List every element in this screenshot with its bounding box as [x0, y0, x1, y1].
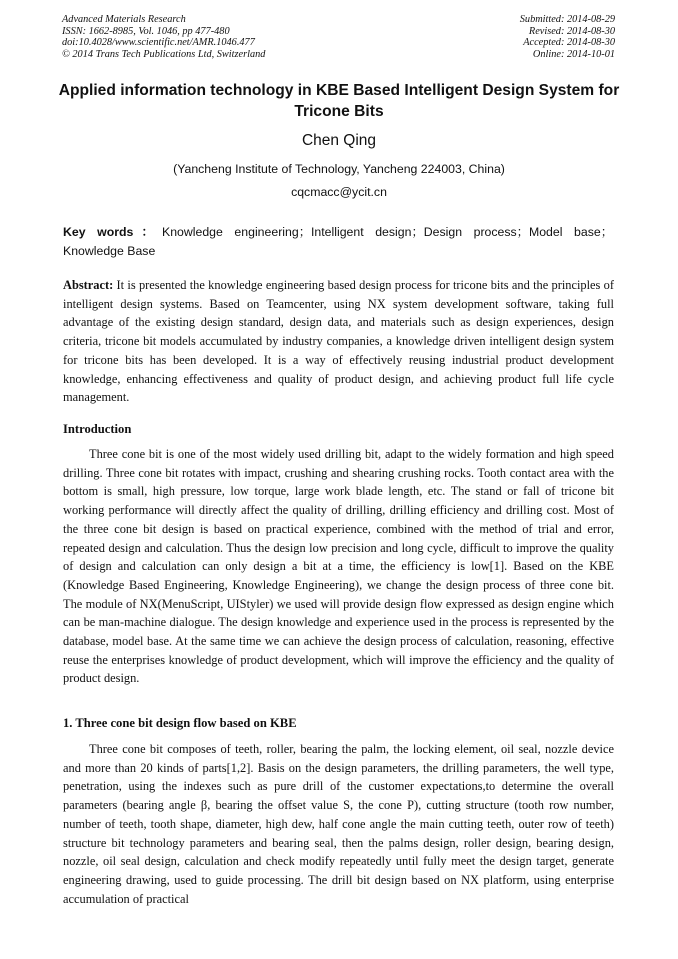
copyright-line: © 2014 Trans Tech Publications Ltd, Switzerland	[62, 48, 266, 60]
author-email: cqcmacc@ycit.cn	[291, 185, 387, 199]
keywords	[63, 223, 613, 260]
keywords-text: Knowledge engineering；Intelligent design；Design process；Model base；Knowledge Base	[63, 225, 614, 258]
accepted-date: Accepted: 2014-08-30	[523, 37, 615, 49]
online-date: Online: 2014-10-01	[532, 48, 615, 60]
journal-info	[62, 14, 265, 60]
abstract-label: Abstract:	[63, 278, 114, 292]
introduction-heading: Introduction	[63, 422, 132, 436]
journal-name: Advanced Materials Research	[62, 14, 186, 25]
paper-title: Applied information technology in KBE Based Intelligent Design System for Tricone Bits	[58, 82, 620, 120]
submitted-date: Submitted: 2014-08-29	[519, 14, 615, 25]
author-affiliation: (Yancheng Institute of Technology, Yancheng 224003, China)	[173, 162, 505, 176]
abstract-text: It is presented the knowledge engineering based design process for tricone bits and the principles of intelligent design systems. Based on Teamcenter, using NX system development software, taking full advantage of the existing design standard, design data, and materials such as design experiences, design criteria, tricone bit models accumulated by industry companies, a knowledge driven intelligent design system for tricone bits has been developed. It is a way of effectively reusing industrial product development knowledge, enhancing effectiveness and quality of product design, and achieving product full life cycle management.	[63, 278, 614, 405]
keywords-label: Key words：	[63, 225, 162, 239]
issn-line: ISSN: 1662-8985, Vol. 1046, pp 477-480	[62, 25, 230, 37]
revised-date: Revised: 2014-08-30	[528, 25, 615, 37]
introduction-paragraph: Three cone bit is one of the most widely used drilling bit, adapt to the widely formation and high speed drilling. Three cone bit rotates with impact, crushing and shearing crushing rocks. Tooth contact area with the bottom is small, high pressure, low torque, large work blade length, etc. The stand or fall of tricone bit working performance will directly affect the quality of drilling, drilling efficiency and drilling cost. Most of the three cone bit design is based on practical experience, combined with the method of trial and error, repeated design and calculation. Thus the design low precision and long cycle, difficult to improve the quality of design and calculation can only design a bit at a time, the efficiency is low[1]. Based on the KBE (Knowledge Based Engineering, Knowledge Engineering), we change the design process of three cone bit. The module of NX(MenuScript, UIStyler) we used will provide design flow expressed as design engine which can be man-machine dialogue. The design knowledge and experience used in the process is represented by the database, model base. At the same time we can achieve the design process of calculation, reasoning, effective reuse the enterprises knowledge of product development, which will improve the efficiency and the quality of product design.	[63, 447, 614, 686]
author-name: Chen Qing	[301, 132, 377, 149]
publication-dates	[520, 14, 615, 60]
doi-line: doi:10.4028/www.scientific.net/AMR.1046.477	[62, 37, 255, 49]
section-1-heading: 1. Three cone bit design flow based on KBE	[63, 716, 297, 730]
abstract	[63, 276, 614, 407]
section-1-paragraph: Three cone bit composes of teeth, roller, bearing the palm, the locking element, oil seal, nozzle device and more than 20 kinds of parts[1,2]. Basis on the design parameters, the drilling parameters, the well type, penetration, using the indexes such as pure drill of the customer expectations,to determine the overall parameters (bearing angle β, bearing the offset value S, the cone P), cutting structure (tooth row number, number of teeth, tooth shape, diameter, high dew, half cone angle the main cutting teeth, outer row of teeth) structure bit technology parameters and bearing seal, then the palms design, roller design, bearing design, nozzle, oil seal design, calculation and check modify repeatedly until fully meet the design target, generate engineering drawing, used to guide processing. The drill bit design based on NX platform, using enterprise accumulation of practical	[63, 742, 614, 906]
